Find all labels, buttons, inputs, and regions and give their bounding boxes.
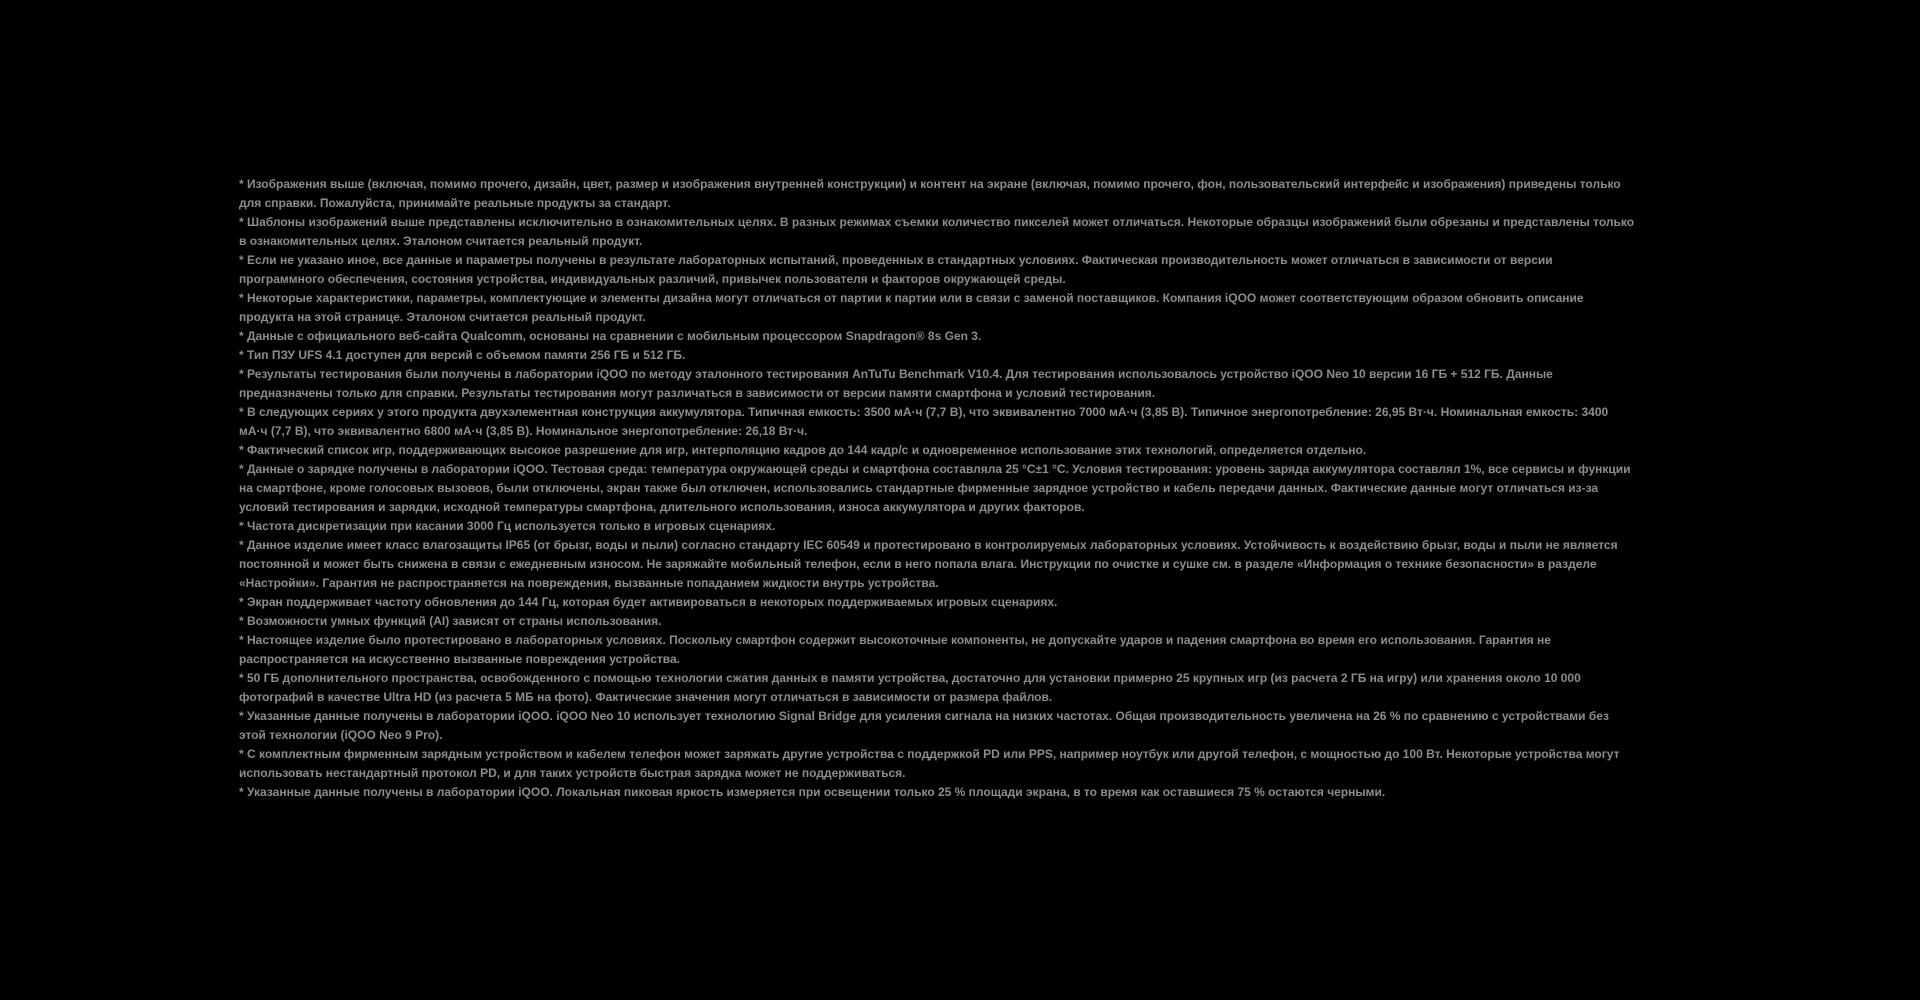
disclaimer-item: * С комплектным фирменным зарядным устройством и кабелем телефон может заряжать другие устройства с поддержкой PD или PPS, например ноутбук или другой телефон, с мощностью до 100 Вт. Некоторые устройства могут использовать нестандартный протокол PD, и для таких устройств быстрая зарядка может не поддерживаться. [239, 747, 1620, 780]
disclaimer-item: * Тип ПЗУ UFS 4.1 доступен для версий с объемом памяти 256 ГБ и 512 ГБ. [239, 348, 686, 362]
disclaimer-list [239, 175, 1639, 802]
disclaimer-item: * Данные с официального веб-сайта Qualcomm, основаны на сравнении с мобильным процессором Snapdragon® 8s Gen 3. [239, 329, 982, 343]
disclaimer-item: * Настоящее изделие было протестировано в лабораторных условиях. Поскольку смартфон содержит высокоточные компоненты, не допускайте ударов и падения смартфона во время его использования. Гарантия не распространяется на искусственно вызванные повреждения устройства. [239, 633, 1551, 666]
disclaimer-item: * Указанные данные получены в лаборатории iQOO. Локальная пиковая яркость измеряется при освещении только 25 % площади экрана, в то время как оставшиеся 75 % остаются черными. [239, 785, 1386, 799]
disclaimer-item: * Данные о зарядке получены в лаборатории iQOO. Тестовая среда: температура окружающей среды и смартфона составляла 25 °C±1 °C. Условия тестирования: уровень заряда аккумулятора составлял 1%, все сервисы и функции на смартфоне, кроме голосовых вызовов, были отключены, экран также был отключен, использовались стандартные фирменные зарядное устройство и кабель передачи данных. Фактические данные могут отличаться из-за условий тестирования и зарядки, исходной температуры смартфона, длительного использования, износа аккумулятора и других факторов. [239, 462, 1631, 514]
disclaimer-item: * 50 ГБ дополнительного пространства, освобожденного с помощью технологии сжатия данных в памяти устройства, достаточно для установки примерно 25 крупных игр (из расчета 2 ГБ на игру) или хранения около 10 000 фотографий в качестве Ultra HD (из расчета 5 МБ на фото). Фактические значения могут отличаться в зависимости от размера файлов. [239, 671, 1581, 704]
disclaimer-item: * Фактический список игр, поддерживающих высокое разрешение для игр, интерполяцию кадров до 144 кадр/с и одновременное использование этих технологий, определяется отдельно. [239, 443, 1367, 457]
disclaimer-item: * Экран поддерживает частоту обновления до 144 Гц, которая будет активироваться в некоторых поддерживаемых игровых сценариях. [239, 595, 1058, 609]
disclaimer-item: * Частота дискретизации при касании 3000 Гц используется только в игровых сценариях. [239, 519, 776, 533]
disclaimer-item: * Шаблоны изображений выше представлены исключительно в ознакомительных целях. В разных режимах съемки количество пикселей может отличаться. Некоторые образцы изображений были обрезаны и представлены только в ознакомительных целях. Эталоном считается реальный продукт. [239, 215, 1635, 248]
disclaimer-item: * Если не указано иное, все данные и параметры получены в результате лабораторных испытаний, проведенных в стандартных условиях. Фактическая производительность может отличаться в зависимости от версии программного обеспечения, состояния устройства, индивидуальных различий, привычек пользователя и факторов окружающей среды. [239, 253, 1553, 286]
disclaimer-item: * Результаты тестирования были получены в лаборатории iQOO по методу эталонного тестирования AnTuTu Benchmark V10.4. Для тестирования использовалось устройство iQOO Neo 10 версии 16 ГБ + 512 ГБ. Данные предназначены только для справки. Результаты тестирования могут различаться в зависимости от версии памяти смартфона и условий тестирования. [239, 367, 1553, 400]
disclaimer-item: * Изображения выше (включая, помимо прочего, дизайн, цвет, размер и изображения внутренней конструкции) и контент на экране (включая, помимо прочего, фон, пользовательский интерфейс и изображения) приведены только для справки. Пожалуйста, принимайте реальные продукты за стандарт. [239, 177, 1621, 210]
disclaimer-item: * В следующих сериях у этого продукта двухэлементная конструкция аккумулятора. Типичная емкость: 3500 мА·ч (7,7 В), что эквивалентно 7000 мА·ч (3,85 В). Типичное энергопотребление: 26,95 Вт·ч. Номинальная емкость: 3400 мА·ч (7,7 В), что эквивалентно 6800 мА·ч (3,85 В). Номинальное энергопотребление: 26,18 Вт·ч. [239, 405, 1609, 438]
disclaimer-item: * Возможности умных функций (AI) зависят от страны использования. [239, 614, 662, 628]
disclaimer-item: * Указанные данные получены в лаборатории iQOO. iQOO Neo 10 использует технологию Signal Bridge для усиления сигнала на низких частотах. Общая производительность увеличена на 26 % по сравнению с устройствами без этой технологии (iQOO Neo 9 Pro). [239, 709, 1609, 742]
disclaimer-item: * Данное изделие имеет класс влагозащиты IP65 (от брызг, воды и пыли) согласно стандарту IEC 60549 и протестировано в контролируемых лабораторных условиях. Устойчивость к воздействию брызг, воды и пыли не является постоянной и может быть снижена в связи с ежедневным износом. Не заряжайте мобильный телефон, если в него попала влага. Инструкции по очистке и сушке см. в разделе «Информация о технике безопасности» в разделе «Настройки». Гарантия не распространяется на повреждения, вызванные попаданием жидкости внутрь устройства. [239, 538, 1618, 590]
disclaimer-item: * Некоторые характеристики, параметры, комплектующие и элементы дизайна могут отличаться от партии к партии или в связи с заменой поставщиков. Компания iQOO может соответствующим образом обновить описание продукта на этой странице. Эталоном считается реальный продукт. [239, 291, 1584, 324]
